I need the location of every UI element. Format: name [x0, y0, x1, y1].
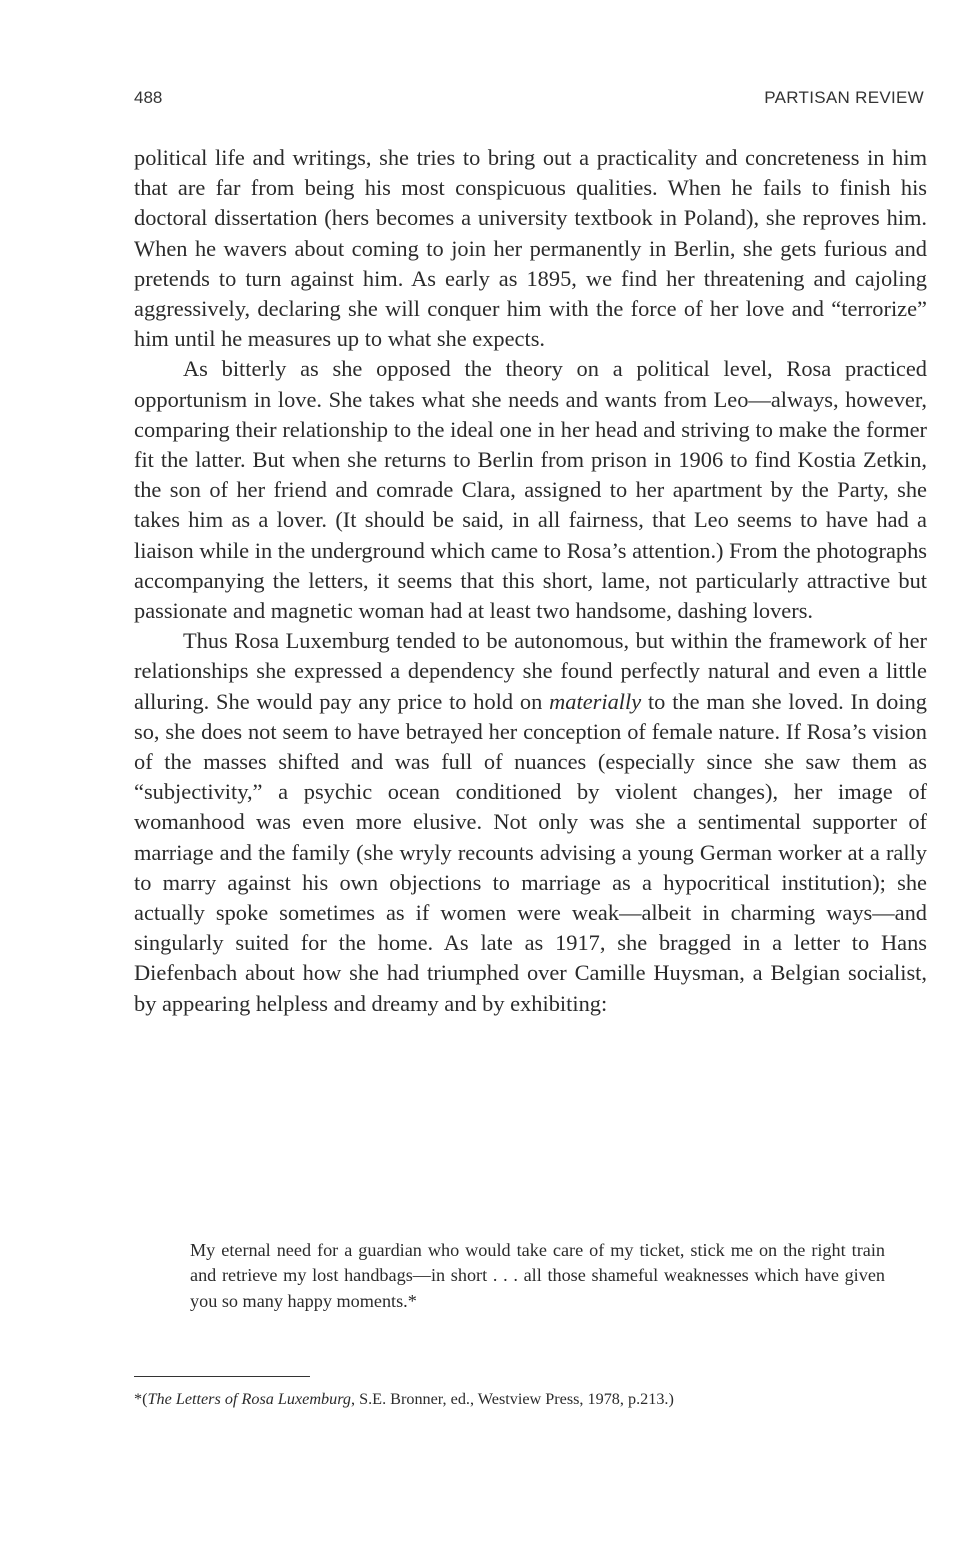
italic-emphasis: materially [549, 688, 642, 714]
block-quote [190, 1238, 885, 1314]
paragraph-text-end: to the man she loved. In doing so, she does not seem to have betrayed her conception of female nature. If Rosa’s vision of the masses shifted and was full of nuances (especially since she saw them as “subjectivity,” a psychic ocean conditioned by violent changes), her image of womanhood was even more elusive. Not only was she a sentimental supporter of marriage and the family (she wryly recounts advising a young German worker at a rally to marry against his own objections to marriage as a hypocritical institution); she actually spoke sometimes as if women were weak—albeit in charming ways—and singularly suited for the home. As late as 1917, she bragged in a letter to Hans Diefenbach about how she had triumphed over Camille Huysman, a Belgian socialist, by appearing helpless and dreamy and by exhibiting: [134, 688, 927, 1016]
paragraph-opportunism: As bitterly as she opposed the theory on a political level, Rosa practiced opportunism in love. She takes what she needs and wants from Leo—always, however, comparing their relationship to the ideal one in her head and striving to make the former fit the latter. But when she returns to Berlin from prison in 1906 to find Kostia Zetkin, the son of her friend and comrade Clara, assigned to her apartment by the Party, she takes him as a lover. (It should be said, in all fairness, that Leo seems to have had a liaison while in the underground which came to Rosa’s attention.) From the photographs accompanying the letters, it seems that this short, lame, not particularly attractive but passionate and magnetic woman had at least two handsome, dashing lovers. [134, 356, 927, 624]
paragraph-autonomy [134, 626, 927, 1019]
footnote [134, 1388, 924, 1410]
footnote-marker: *( [134, 1390, 148, 1408]
article-body [134, 143, 927, 1019]
paragraph-continued: political life and writings, she tries to bring out a practicality and concreteness in him that are far from being his most conspicuous qualities. When he fails to finish his doctoral dissertation (hers becomes a university textbook in Poland), she reproves him. When he wavers about coming to join her permanently in Berlin, she gets furious and pretends to turn against him. As early as 1895, we find her threatening and cajoling aggressively, declaring she will conquer him with the force of her love and “terrorize” him until he measures up to what she expects. [134, 145, 927, 352]
footnote-divider [134, 1376, 310, 1377]
paragraph-text-start: Thus Rosa Luxemburg tended to be autonomous, but within the framework of her relationships she expressed a dependency she found perfectly natural and even a little alluring. She would pay any price to hold on [134, 628, 927, 714]
block-quote-text: My eternal need for a guardian who would take care of my ticket, stick me on the right train and retrieve my lost handbags—in short . . . all those shameful weaknesses which have given you so many happy moments.* [190, 1240, 885, 1311]
running-head [134, 88, 924, 112]
page-number: 488 [134, 88, 163, 107]
journal-title: PARTISAN REVIEW [764, 88, 924, 107]
footnote-citation: , S.E. Bronner, ed., Westview Press, 1978, p.213.) [351, 1390, 674, 1408]
footnote-book-title: The Letters of Rosa Luxemburg [147, 1390, 352, 1408]
